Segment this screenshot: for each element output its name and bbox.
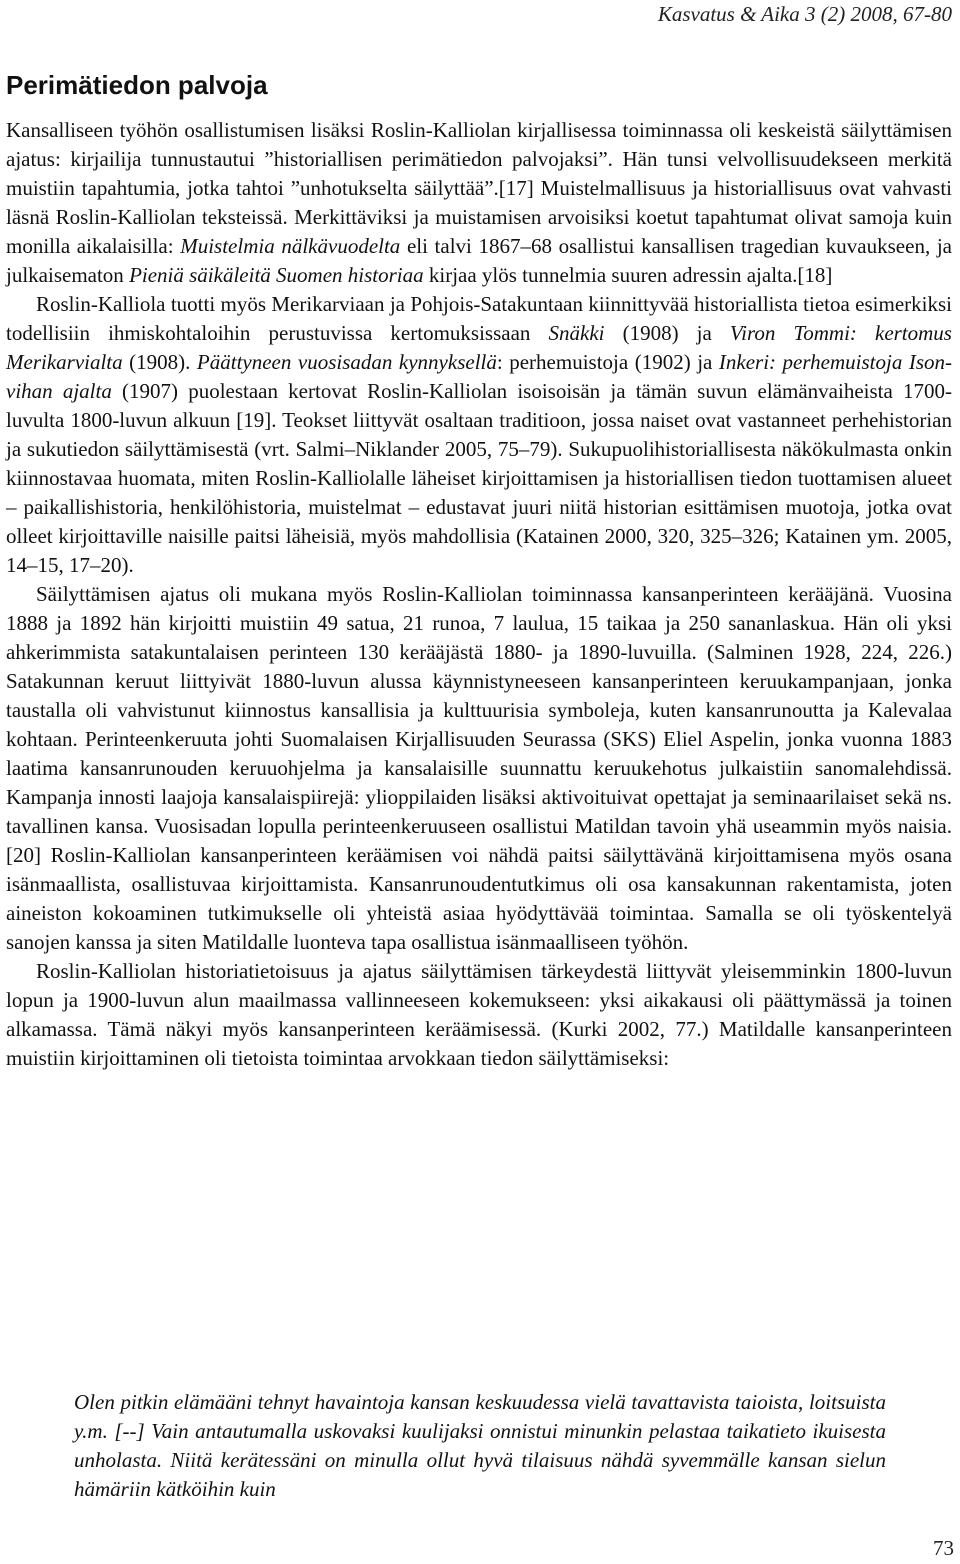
p1-text-e: kirjaa ylös tunnelmia suuren adressin ajalta.[18] xyxy=(423,263,833,287)
p1-text-a: Kansalliseen työhön osallistumisen lisäksi Roslin-Kalliolan kirjallisessa toiminnassa oli keskeistä säilyttämisen ajatus: kirjailija tunnustautui ”historiallisen perimätiedon palvojaksi”. Hän tunsi velvollisuudekseen merkitä muistiin tapahtumia, jotka tahtoi ”unhotukselta säilyttää”.[17] Muistelmallisuus ja historiallisuus ovat vahvasti läsnä Roslin-Kalliolan teksteissä. Merkittäviksi ja muistamisen arvoisiksi koetut tapahtumat olivat samoja kuin monilla aikalaisilla: xyxy=(6,118,952,258)
journal-running-header: Kasvatus & Aika 3 (2) 2008, 67-80 xyxy=(657,2,952,26)
p1-text-c: eli talvi 1867–68 osallistui kansallisen tragedian kuvaukseen, ja julkaisematon xyxy=(6,234,952,287)
page-number: 73 xyxy=(933,1536,954,1560)
p2-title-snakki: Snäkki xyxy=(548,321,605,345)
paragraph-1 xyxy=(6,116,952,290)
p2-text-c: (1908) ja xyxy=(604,321,730,345)
p2-title-paattyneen-vuosisadan: Päättyneen vuosisadan kynnyksellä xyxy=(196,350,497,374)
p2-title-viron-tommi: Viron Tommi: kertomus Merikarvialta xyxy=(6,321,952,374)
paragraph-3: Säilyttämisen ajatus oli mukana myös Roslin-Kalliolan toiminnassa kansanperinteen kerääjänä. Vuosina 1888 ja 1892 hän kirjoitti muistiin 49 satua, 21 runoa, 7 laulua, 15 taikaa ja 250 sananlaskua. Hän oli yksi ahkerimmista satakuntalaisen perinteen 130 kerääjästä 1880- ja 1890-luvuilla. (Salminen 1928, 224, 226.) Satakunnan keruut liittyivät 1880-luvun alussa käynnistyneeseen kansanperinteen keruukampanjaan, jonka taustalla oli vahvistunut kiinnostus kansallisia ja kulttuurisia symboleja, kuten kansanrunoutta ja Kalevalaa kohtaan. Perinteenkeruuta johti Suomalaisen Kirjallisuuden Seurassa (SKS) Eliel Aspelin, jonka vuonna 1883 laatima kansanrunouden keruuohjelma ja kansalaisille suunnattu keruukehotus julkaistiin sanomalehdissä. Kampanja innosti laajoja kansalaispiirejä: ylioppilaiden lisäksi aktivoituivat opettajat ja seminaarilaiset sekä ns. tavallinen kansa. Vuosisadan lopulla perinteenkeruuseen osallistui Matildan tavoin yhä useammin myös naisia.[20] Roslin-Kalliolan kansanperinteen keräämisen voi nähdä paitsi säilyttävänä kirjoittamisena myös osana isänmaallista, osallistuvaa kirjoittamista. Kansanrunoudentutkimus oli osa kansakunnan rakentamista, joten aineiston kokoaminen tutkimukselle oli yhteistä asiaa hyödyttävää toimintaa. Samalla se oli työskentelyä sanojen kanssa ja siten Matildalle luonteva tapa osallistua isänmaalliseen työhön. xyxy=(6,582,952,954)
section-title: Perimätiedon palvoja xyxy=(6,70,268,100)
paragraph-4: Roslin-Kalliolan historiatietoisuus ja ajatus säilyttämisen tärkeydestä liittyvät yleisemminkin 1800-luvun lopun ja 1900-luvun alun maailmassa vallinneeseen kokemukseen: yksi aikakausi oli päättymässä ja toinen alkamassa. Tämä näkyi myös kansanperinteen keräämisessä. (Kurki 2002, 77.) Matildalle kansanperinteen muistiin kirjoittaminen oli tietoista toimintaa arvokkaan tiedon säilyttämiseksi: xyxy=(6,959,952,1070)
paragraph-2 xyxy=(6,290,952,580)
block-quote: Olen pitkin elämääni tehnyt havaintoja kansan keskuudessa vielä tavattavista taioista, loitsuista y.m. [--] Vain antautumalla uskovaksi kuulijaksi onnistui minunkin pelastaa taikatieto ikuisesta unholasta. Niitä kerätessäni on minulla ollut hyvä tilaisuus nähdä syvemmälle kansan sielun hämäriin kätköihin kuin xyxy=(74,1390,886,1501)
p2-title-inkeri: Inkeri: perhemuistoja Ison-vihan ajalta xyxy=(6,350,952,403)
p1-title-muistelmia: Muistelmia nälkävuodelta xyxy=(180,234,401,258)
p1-title-pienia-saikaleita: Pieniä säikäleitä Suomen historiaa xyxy=(129,263,424,287)
p2-text-g: : perhemuistoja (1902) ja xyxy=(496,350,719,374)
article-body xyxy=(6,116,952,1073)
p2-text-i: (1907) puolestaan kertovat Roslin-Kalliolan isoisoisän ja tämän suvun elämänvaiheista 1700-luvulta 1800-luvun alkuun [19]. Teokset liittyvät osaltaan traditioon, jossa naiset ovat vastanneet perhehistorian ja sukutiedon säilyttämisestä (vrt. Salmi–Niklander 2005, 75–79). Sukupuolihistoriallisesta näkökulmasta onkin kiinnostavaa huomata, miten Roslin-Kalliolalle läheiset kirjoittamisen ja historiallisen tiedon tuottamisen alueet – paikallishistoria, henkilöhistoria, muistelmat – edustavat juuri niitä historian esittämisen muotoja, jotka ovat olleet kirjoittaville naisille paitsi läheisiä, myös mahdollisia (Katainen 2000, 320, 325–326; Katainen ym. 2005, 14–15, 17–20). xyxy=(6,379,952,577)
p2-text-e: (1908). xyxy=(122,350,197,374)
p2-text-a: Roslin-Kalliola tuotti myös Merikarviaan ja Pohjois-Satakuntaan kiinnittyvää historiallista tietoa esimerkiksi todellisiin ihmiskohtaloihin perustuvissa kertomuksissaan xyxy=(6,292,952,345)
